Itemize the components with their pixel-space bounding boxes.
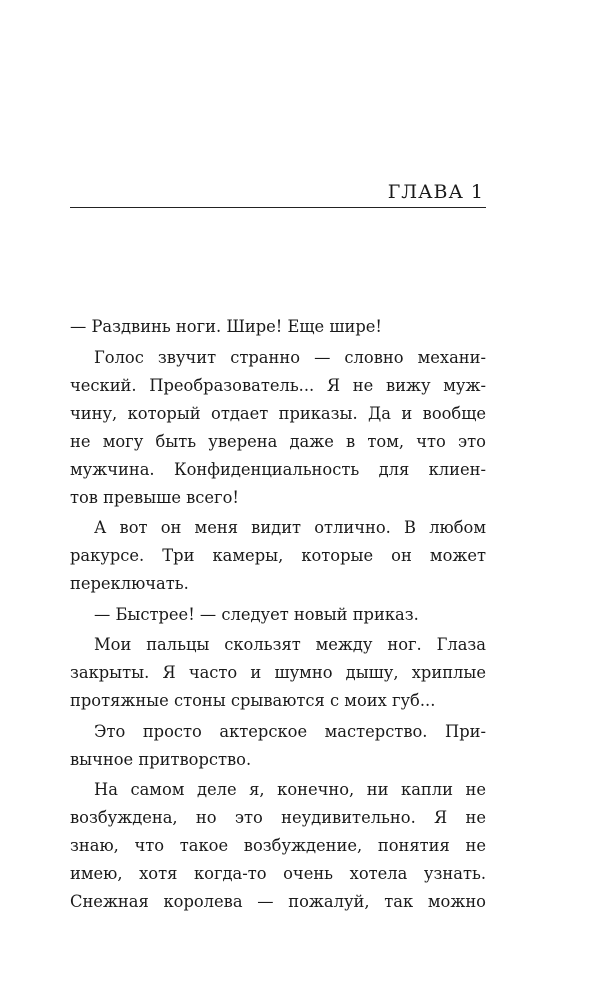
text-line: мужчина. Конфиденциальность для клиен- [70, 459, 486, 479]
text-line: возбуждена, но это неудивительно. Я не [70, 808, 486, 827]
paragraph [70, 313, 486, 341]
paragraph [70, 718, 486, 774]
paragraph [70, 601, 486, 629]
text-line: А вот он меня видит отлично. В любом [94, 518, 486, 537]
chapter-body [70, 313, 486, 919]
text-line: — Раздвинь ноги. Шире! Еще шире! [70, 317, 382, 336]
text-line: закрыты. Я часто и шумно дышу, хриплые [70, 663, 486, 682]
paragraph [70, 776, 486, 916]
chapter-header [70, 180, 486, 208]
text-line: знаю, что такое возбуждение, понятия не [70, 836, 486, 855]
text-line: Мои пальцы скользят между ног. Глаза [94, 635, 486, 654]
chapter-divider [70, 207, 486, 208]
chapter-title: ГЛАВА 1 [387, 181, 484, 203]
text-line: Это просто актерское мастерство. При- [94, 721, 486, 741]
text-line: На самом деле я, конечно, ни капли не [94, 780, 486, 799]
text-line: переключать. [70, 574, 189, 593]
text-line: ракурсе. Три камеры, которые он может [70, 546, 486, 565]
text-line: вычное притворство. [70, 749, 252, 769]
text-line: Снежная королева — пожалуй, так можно [70, 892, 486, 911]
paragraph [70, 631, 486, 715]
text-line: Голос звучит странно — словно механи- [94, 347, 486, 367]
text-line: чину, который отдает приказы. Да и вообще [70, 403, 486, 423]
text-line: — Быстрее! — следует новый приказ. [94, 604, 419, 624]
paragraph [70, 344, 486, 512]
text-line: ческий. Преобразователь... Я не вижу муж- [70, 375, 486, 395]
text-line: протяжные стоны срываются с моих губ... [70, 691, 436, 710]
paragraph [70, 514, 486, 598]
text-line: тов превыше всего! [70, 487, 239, 507]
text-line: не могу быть уверена даже в том, что это [70, 431, 486, 451]
text-line: имею, хотя когда-то очень хотела узнать. [70, 864, 486, 883]
